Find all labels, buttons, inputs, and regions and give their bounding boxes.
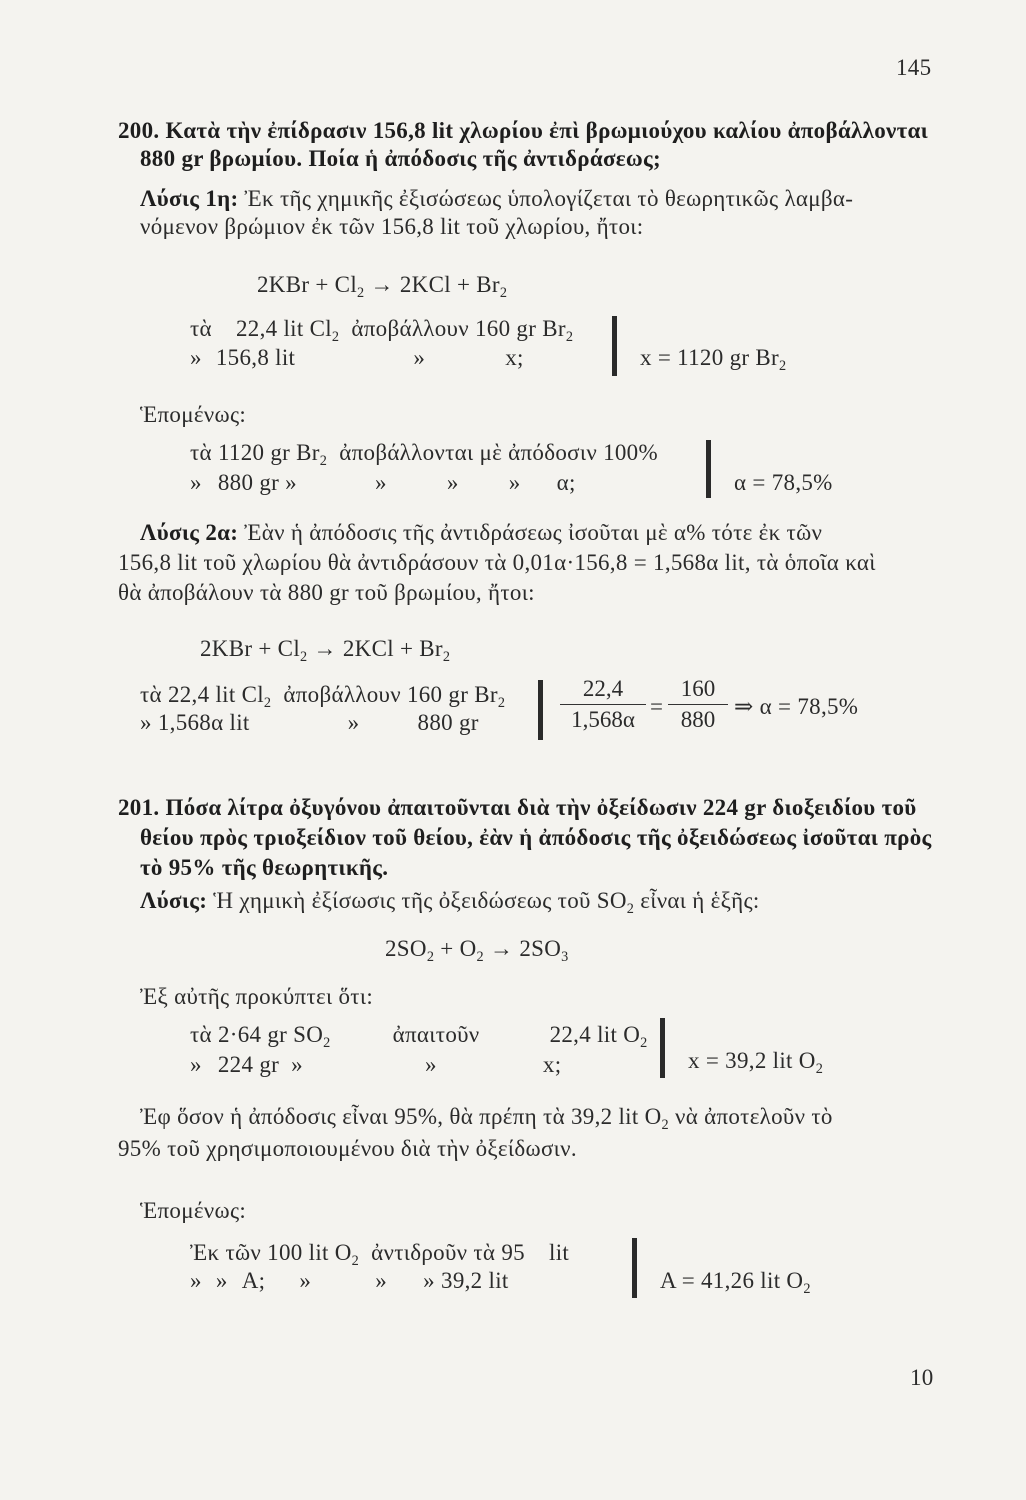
- proportion-row-2: » » A; » » » 39,2 lit: [190, 1268, 509, 1293]
- proportion-result: x = 1120 gr $Br_2$: [640, 345, 787, 374]
- proportion-row-2: » 224 gr » » x;: [190, 1052, 562, 1077]
- yield-row-2: » 880 gr » » » » α;: [190, 470, 576, 495]
- proportion-row-1: τὰ 22,4 lit $Cl_2$ ἀποβάλλουν 160 gr $Br_2$: [140, 682, 506, 711]
- divider-bar: [706, 440, 711, 498]
- problem-201-statement-line-1: 201. Πόσα λίτρα ὀξυγόνου ἀπαιτοῦνται διὰ τὴν ὀξείδωσιν 224 gr διοξειδίου τοῦ: [118, 795, 917, 820]
- therefore-label: Ἑπομένως:: [140, 402, 247, 427]
- yield-result: α = 78,5%: [734, 470, 833, 495]
- proportion-row-2: » 156,8 lit » x;: [190, 345, 524, 370]
- fraction-left: $\frac{22,4}{1,568\alpha}$: [560, 676, 646, 733]
- chemical-equation: $2KBr + Cl_2 \to 2KCl + Br_2$: [257, 272, 508, 301]
- divider-bar: [612, 316, 617, 376]
- divider-bar: [632, 1238, 637, 1298]
- proportion-result: x = 39,2 lit $O_2$: [688, 1048, 824, 1077]
- solution-1-line-2: νόμενον βρώμιον ἐκ τῶν 156,8 lit τοῦ χλωρίου, ἤτοι:: [140, 214, 644, 239]
- footer-number: 10: [910, 1365, 934, 1390]
- equals-sign: =: [650, 694, 664, 719]
- problem-200-statement-line-1: 200. Κατὰ τὴν ἐπίδρασιν 156,8 lit χλωρίου ἐπὶ βρωμιούχου καλίου ἀποβάλλονται: [118, 118, 929, 143]
- paragraph-line-1: Ἐφ ὅσον ἡ ἀπόδοσις εἶναι 95%, θὰ πρέπη τὰ 39,2 lit $O_2$ νὰ ἀποτελοῦν τὸ: [140, 1104, 833, 1133]
- fraction-result: ⇒ α = 78,5%: [734, 694, 859, 719]
- chemical-equation: $2SO_2 + O_2 \to 2SO_3$: [385, 936, 569, 965]
- problem-number: 200.: [118, 118, 160, 143]
- from-label: Ἐξ αὐτῆς προκύπτει ὅτι:: [140, 984, 374, 1009]
- solution-1-line-1: Λύσις 1η: Ἐκ τῆς χημικῆς ἐξισώσεως ὑπολογίζεται τὸ θεωρητικῶς λαμβα-: [140, 186, 854, 211]
- fraction-right: $\frac{160}{880}$: [668, 676, 728, 733]
- proportion-row-1: Ἐκ τῶν 100 lit $O_2$ ἀντιδροῦν τὰ 95 lit: [190, 1240, 570, 1269]
- problem-201-statement-line-3: τὸ 95% τῆς θεωρητικῆς.: [140, 855, 389, 880]
- therefore-label: Ἑπομένως:: [140, 1198, 247, 1223]
- yield-row-1: τὰ 1120 gr $Br_2$ ἀποβάλλονται μὲ ἀπόδοσιν 100%: [190, 440, 658, 469]
- proportion-row-2: » 1,568α lit » 880 gr: [140, 710, 479, 735]
- divider-bar: [538, 680, 543, 740]
- proportion-row-1: τὰ 2·64 gr $SO_2$ ἀπαιτοῦν 22,4 lit $O_2$: [190, 1022, 648, 1051]
- paragraph-line-2: 95% τοῦ χρησιμοποιουμένου διὰ τὴν ὀξείδωσιν.: [118, 1136, 577, 1161]
- page-number: 145: [896, 55, 932, 80]
- proportion-row-1: τὰ 22,4 lit $Cl_2$ ἀποβάλλουν 160 gr $Br_2$: [190, 316, 574, 345]
- solution-2-line-2: 156,8 lit τοῦ χλωρίου θὰ ἀντιδράσουν τὰ 0,01α·156,8 = 1,568α lit, τὰ ὁποῖα καὶ: [118, 550, 876, 575]
- problem-201-statement-line-2: θείου πρὸς τριοξείδιον τοῦ θείου, ἐὰν ἡ ἀπόδοσις τῆς ὀξειδώσεως ἰσοῦται πρὸς: [140, 825, 932, 850]
- proportion-result: A = 41,26 lit $O_2$: [660, 1268, 811, 1297]
- solution-line-1: Λύσις: Ἡ χημικὴ ἐξίσωσις τῆς ὀξειδώσεως τοῦ $SO_2$ εἶναι ἡ ἑξῆς:: [140, 888, 760, 917]
- problem-200-statement-line-2: 880 gr βρωμίου. Ποία ἡ ἀπόδοσις τῆς ἀντιδράσεως;: [140, 146, 661, 171]
- divider-bar: [660, 1018, 665, 1078]
- problem-number: 201.: [118, 795, 160, 820]
- chemical-equation: $2KBr + Cl_2 \to 2KCl + Br_2$: [200, 636, 451, 665]
- solution-2-line-3: θὰ ἀποβάλουν τὰ 880 gr τοῦ βρωμίου, ἤτοι:: [118, 580, 535, 605]
- solution-2-line-1: Λύσις 2α: Ἐὰν ἡ ἀπόδοσις τῆς ἀντιδράσεως ἰσοῦται μὲ α% τότε ἐκ τῶν: [140, 520, 823, 545]
